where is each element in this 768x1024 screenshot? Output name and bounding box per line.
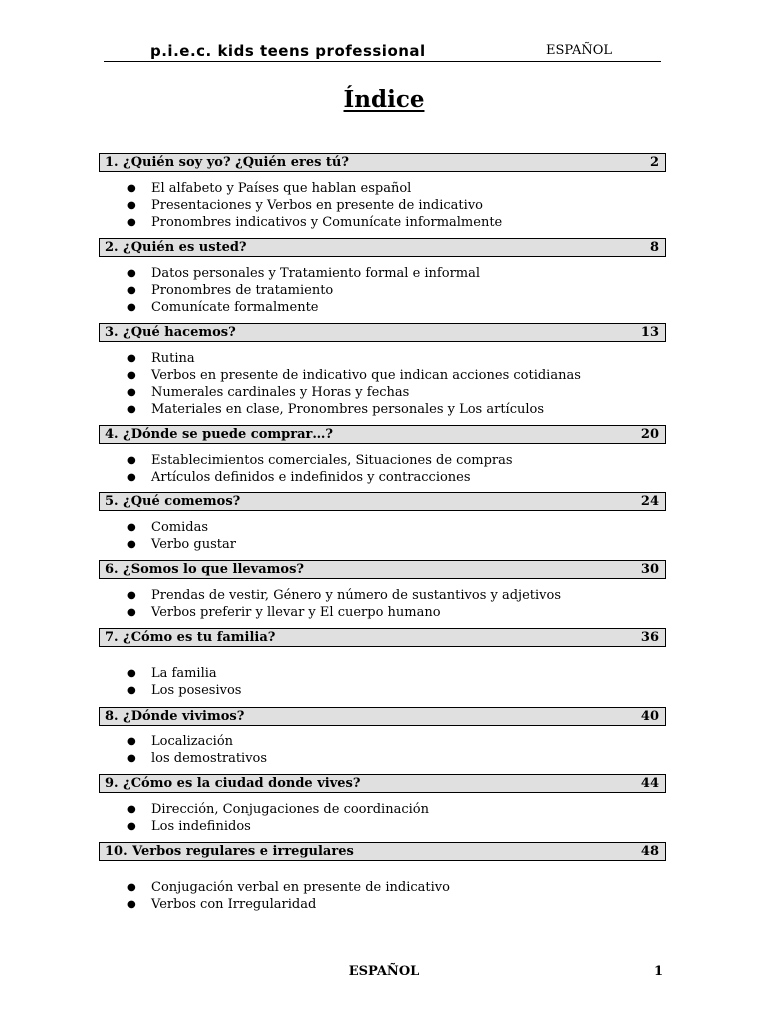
topic-list <box>124 265 480 316</box>
topic-text: Artículos definidos e indefinidos y contracciones <box>151 470 471 485</box>
chapter-page-number: 8 <box>649 240 659 255</box>
chapter-page-number: 30 <box>640 562 659 577</box>
footer-page-number: 1 <box>654 964 664 979</box>
chapter-page-number: 13 <box>640 325 659 340</box>
bullet-icon: ● <box>127 522 136 533</box>
bullet-icon: ● <box>127 607 136 618</box>
topic-text: Verbos preferir y llevar y El cuerpo humano <box>151 605 441 620</box>
bullet-icon: ● <box>127 285 136 296</box>
chapter-page-number: 36 <box>640 630 659 645</box>
chapter-title: 4. ¿Dónde se puede comprar…? <box>105 427 333 442</box>
bullet-icon: ● <box>127 353 136 364</box>
bullet-icon: ● <box>127 685 136 696</box>
bullet-icon: ● <box>127 200 136 211</box>
topic-text: Localización <box>151 734 234 749</box>
chapter-title: 1. ¿Quién soy yo? ¿Quién eres tú? <box>105 155 350 170</box>
chapter-heading <box>99 707 666 726</box>
bullet-icon: ● <box>127 899 136 910</box>
topic-item <box>124 384 581 401</box>
chapter-title: 6. ¿Somos lo que llevamos? <box>105 562 305 577</box>
topic-list <box>124 665 241 699</box>
bullet-icon: ● <box>127 183 136 194</box>
chapter-page-number: 20 <box>640 427 659 442</box>
chapter-title: 8. ¿Dónde vivimos? <box>105 709 245 724</box>
bullet-icon: ● <box>127 539 136 550</box>
chapter-heading <box>99 492 666 511</box>
topic-text: Verbos en presente de indicativo que indican acciones cotidianas <box>151 368 581 383</box>
topic-text: Presentaciones y Verbos en presente de indicativo <box>151 198 483 213</box>
topic-item <box>124 682 241 699</box>
bullet-icon: ● <box>127 370 136 381</box>
topic-list <box>124 801 429 835</box>
topic-text: Los indefinidos <box>151 819 251 834</box>
topic-text: Rutina <box>151 351 195 366</box>
footer-language: ESPAÑOL <box>348 964 420 979</box>
topic-text: los demostrativos <box>151 751 268 766</box>
chapter-title: 3. ¿Qué hacemos? <box>105 325 236 340</box>
topic-text: Verbo gustar <box>151 537 236 552</box>
chapter-page-number: 24 <box>640 494 659 509</box>
bullet-icon: ● <box>127 404 136 415</box>
topic-item <box>124 665 241 682</box>
topic-item <box>124 896 450 913</box>
chapter-heading <box>99 842 666 861</box>
topic-list <box>124 350 581 418</box>
topic-text: Establecimientos comerciales, Situaciones de compras <box>151 453 513 468</box>
topic-text: Numerales cardinales y Horas y fechas <box>151 385 410 400</box>
topic-text: Los posesivos <box>151 683 242 698</box>
bullet-icon: ● <box>127 387 136 398</box>
chapter-heading <box>99 323 666 342</box>
chapter-heading <box>99 425 666 444</box>
topic-item <box>124 536 236 553</box>
topic-item <box>124 401 581 418</box>
bullet-icon: ● <box>127 804 136 815</box>
chapter-heading <box>99 628 666 647</box>
brand-name: p.i.e.c. kids teens professional <box>150 42 426 60</box>
chapter-title: 9. ¿Cómo es la ciudad donde vives? <box>105 776 361 791</box>
topic-item <box>124 282 480 299</box>
chapter-page-number: 40 <box>640 709 659 724</box>
bullet-icon: ● <box>127 753 136 764</box>
bullet-icon: ● <box>127 736 136 747</box>
chapter-heading <box>99 774 666 793</box>
topic-list <box>124 519 236 553</box>
topic-item <box>124 299 480 316</box>
chapter-heading <box>99 560 666 579</box>
topic-text: Comunícate formalmente <box>151 300 319 315</box>
topic-item <box>124 214 502 231</box>
topic-text: Pronombres indicativos y Comunícate informalmente <box>151 215 503 230</box>
bullet-icon: ● <box>127 668 136 679</box>
topic-item <box>124 350 581 367</box>
chapter-heading <box>99 238 666 257</box>
bullet-icon: ● <box>127 882 136 893</box>
topic-list <box>124 879 450 913</box>
topic-item <box>124 469 513 486</box>
page-header <box>104 40 661 62</box>
bullet-icon: ● <box>127 455 136 466</box>
chapter-title: 5. ¿Qué comemos? <box>105 494 241 509</box>
bullet-icon: ● <box>127 472 136 483</box>
topic-item <box>124 587 561 604</box>
topic-text: Comidas <box>151 520 209 535</box>
topic-item <box>124 367 581 384</box>
chapter-title: 10. Verbos regulares e irregulares <box>105 844 354 859</box>
header-language: ESPAÑOL <box>546 43 613 58</box>
bullet-icon: ● <box>127 268 136 279</box>
topic-text: Verbos con Irregularidad <box>151 897 317 912</box>
topic-text: Prendas de vestir, Género y número de sustantivos y adjetivos <box>151 588 561 603</box>
topic-text: Pronombres de tratamiento <box>151 283 334 298</box>
topic-text: Datos personales y Tratamiento formal e informal <box>151 266 481 281</box>
topic-item <box>124 197 502 214</box>
topic-item <box>124 818 429 835</box>
topic-text: Materiales en clase, Pronombres personales y Los artículos <box>151 402 545 417</box>
topic-text: Conjugación verbal en presente de indicativo <box>151 880 450 895</box>
bullet-icon: ● <box>127 302 136 313</box>
bullet-icon: ● <box>127 217 136 228</box>
topic-text: La familia <box>151 666 217 681</box>
chapter-page-number: 2 <box>649 155 659 170</box>
topic-text: El alfabeto y Países que hablan español <box>151 181 412 196</box>
chapter-page-number: 44 <box>640 776 659 791</box>
topic-item <box>124 265 480 282</box>
topic-item <box>124 750 267 767</box>
topic-item <box>124 733 267 750</box>
topic-list <box>124 452 513 486</box>
topic-item <box>124 452 513 469</box>
topic-item <box>124 801 429 818</box>
bullet-icon: ● <box>127 590 136 601</box>
bullet-icon: ● <box>127 821 136 832</box>
topic-item <box>124 604 561 621</box>
chapter-page-number: 48 <box>640 844 659 859</box>
topic-list <box>124 587 561 621</box>
topic-item <box>124 519 236 536</box>
topic-list <box>124 733 267 767</box>
topic-item <box>124 879 450 896</box>
topic-list <box>124 180 502 231</box>
topic-item <box>124 180 502 197</box>
page-title: Índice <box>343 86 425 113</box>
chapter-title: 7. ¿Cómo es tu familia? <box>105 630 276 645</box>
topic-text: Dirección, Conjugaciones de coordinación <box>151 802 429 817</box>
chapter-title: 2. ¿Quién es usted? <box>105 240 247 255</box>
chapter-heading <box>99 153 666 172</box>
